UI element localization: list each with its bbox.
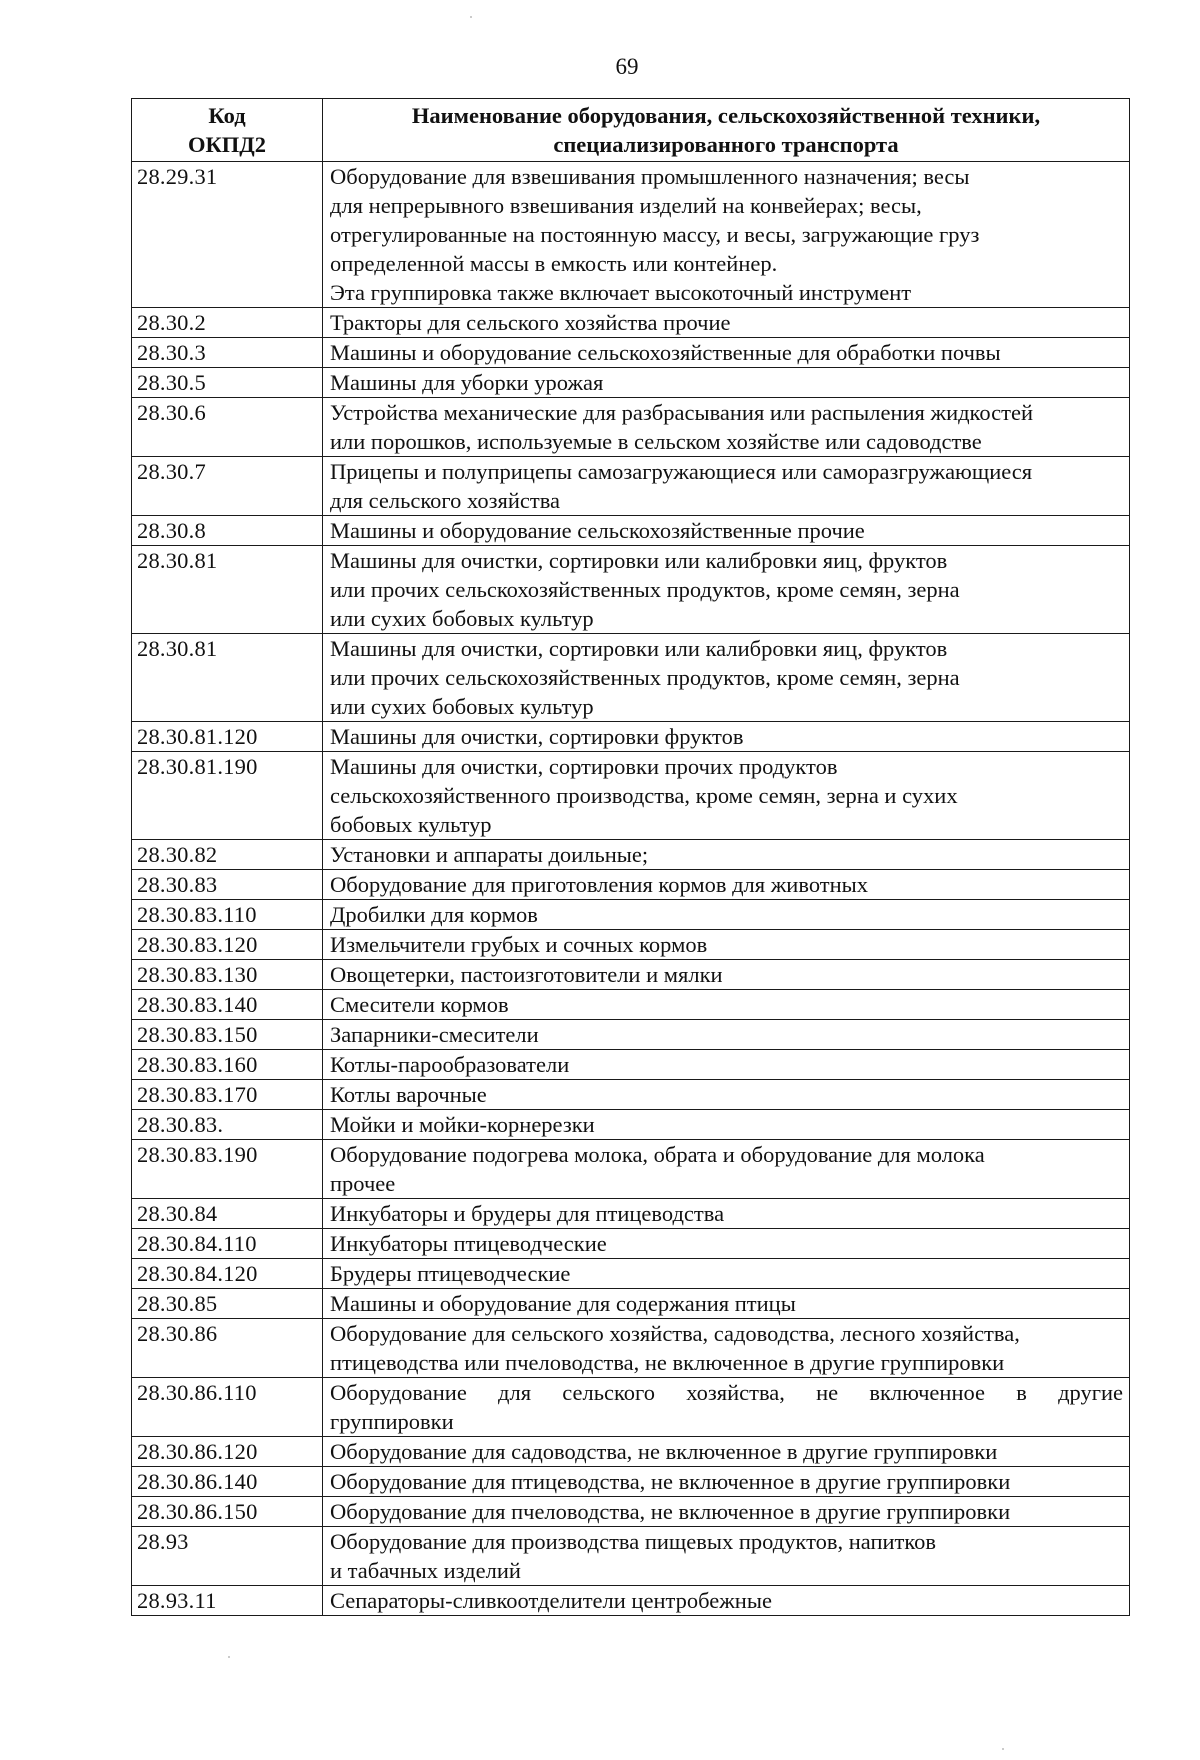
table-row xyxy=(132,900,1130,930)
table-row xyxy=(132,1586,1130,1616)
equipment-name-line: Котлы-парообразователи xyxy=(330,1052,570,1077)
okpd2-code-cell: 28.93.11 xyxy=(132,1586,323,1616)
table-row xyxy=(132,1140,1130,1199)
column-header-name-line: Наименование оборудования, сельскохозяйственной техники, xyxy=(411,103,1041,128)
equipment-name-line: Тракторы для сельского хозяйства прочие xyxy=(330,310,731,335)
table-row xyxy=(132,1289,1130,1319)
table-row xyxy=(132,1020,1130,1050)
equipment-name-cell xyxy=(323,1080,1130,1110)
equipment-name-cell xyxy=(323,870,1130,900)
table-row xyxy=(132,990,1130,1020)
equipment-name-cell xyxy=(323,1050,1130,1080)
okpd2-code-cell: 28.30.86.140 xyxy=(132,1467,323,1497)
equipment-name-line: Дробилки для кормов xyxy=(330,902,538,927)
equipment-name-line: Измельчители грубых и сочных кормов xyxy=(330,932,708,957)
equipment-name-cell xyxy=(323,634,1130,722)
equipment-name-line: Эта группировка также включает высокоточный инструмент xyxy=(330,280,912,305)
table-row xyxy=(132,338,1130,368)
equipment-name-line: сельскохозяйственного производства, кроме семян, зерна и сухих xyxy=(330,783,958,808)
okpd2-code-cell: 28.30.5 xyxy=(132,368,323,398)
column-header-name-line: специализированного транспорта xyxy=(553,132,899,157)
equipment-name-cell xyxy=(323,930,1130,960)
equipment-name-cell xyxy=(323,1259,1130,1289)
table-header-row xyxy=(132,99,1130,162)
okpd2-code-cell: 28.30.83.190 xyxy=(132,1140,323,1199)
equipment-name-cell xyxy=(323,752,1130,840)
equipment-name-line: Мойки и мойки-корнерезки xyxy=(330,1112,595,1137)
equipment-name-line: прочее xyxy=(330,1171,396,1196)
okpd2-code-cell: 28.30.83.120 xyxy=(132,930,323,960)
equipment-name-cell xyxy=(323,516,1130,546)
equipment-name-cell xyxy=(323,1497,1130,1527)
equipment-name-line: или порошков, используемые в сельском хозяйстве или садоводстве xyxy=(330,429,982,454)
equipment-name-line: или прочих сельскохозяйственных продуктов, кроме семян, зерна xyxy=(330,665,960,690)
table-row xyxy=(132,1467,1130,1497)
equipment-name-line: Овощетерки, пастоизготовители и мялки xyxy=(330,962,723,987)
equipment-table xyxy=(131,98,1130,1616)
okpd2-code-cell: 28.30.81.190 xyxy=(132,752,323,840)
equipment-name-cell xyxy=(323,398,1130,457)
table-row xyxy=(132,870,1130,900)
equipment-name-line: Инкубаторы птицеводческие xyxy=(330,1231,607,1256)
equipment-name-line: определенной массы в емкость или контейнер. xyxy=(330,251,778,276)
table-row xyxy=(132,1497,1130,1527)
equipment-name-cell xyxy=(323,990,1130,1020)
okpd2-code-cell: 28.30.83.160 xyxy=(132,1050,323,1080)
table-row xyxy=(132,634,1130,722)
okpd2-code-cell: 28.30.6 xyxy=(132,398,323,457)
equipment-name-line: Машины для очистки, сортировки или калибровки яиц, фруктов xyxy=(330,636,948,661)
equipment-name-line: отрегулированные на постоянную массу, и весы, загружающие груз xyxy=(330,222,980,247)
equipment-name-line: Установки и аппараты доильные; xyxy=(330,842,649,867)
equipment-name-cell xyxy=(323,162,1130,308)
okpd2-code-cell: 28.30.2 xyxy=(132,308,323,338)
equipment-name-line: Оборудование для садоводства, не включенное в другие группировки xyxy=(330,1439,998,1464)
equipment-name-line: Оборудование подогрева молока, обрата и оборудование для молока xyxy=(330,1142,985,1167)
equipment-name-cell xyxy=(323,457,1130,516)
table-row xyxy=(132,1319,1130,1378)
equipment-name-line: Оборудование для взвешивания промышленного назначения; весы xyxy=(330,164,970,189)
okpd2-code-cell: 28.30.83.150 xyxy=(132,1020,323,1050)
equipment-name-line: Оборудование для сельского хозяйства, садоводства, лесного хозяйства, xyxy=(330,1321,1020,1346)
table-row xyxy=(132,960,1130,990)
table-row xyxy=(132,368,1130,398)
okpd2-code-cell: 28.30.83.130 xyxy=(132,960,323,990)
equipment-name-cell xyxy=(323,1527,1130,1586)
okpd2-code-cell: 28.30.7 xyxy=(132,457,323,516)
table-row xyxy=(132,1050,1130,1080)
equipment-name-line: Смесители кормов xyxy=(330,992,509,1017)
equipment-name-cell xyxy=(323,1289,1130,1319)
table-row xyxy=(132,1110,1130,1140)
equipment-name-line: или сухих бобовых культур xyxy=(330,606,594,631)
equipment-name-line: Оборудование для пчеловодства, не включенное в другие группировки xyxy=(330,1499,1011,1524)
equipment-name-line: Запарники-смесители xyxy=(330,1022,539,1047)
equipment-name-cell xyxy=(323,308,1130,338)
equipment-name-cell xyxy=(323,1586,1130,1616)
equipment-name-line: или сухих бобовых культур xyxy=(330,694,594,719)
equipment-name-line: для сельского хозяйства xyxy=(330,488,561,513)
table-row xyxy=(132,1527,1130,1586)
okpd2-code-cell: 28.93 xyxy=(132,1527,323,1586)
equipment-name-cell xyxy=(323,900,1130,930)
equipment-name-cell xyxy=(323,1229,1130,1259)
equipment-name-cell xyxy=(323,960,1130,990)
equipment-name-line: бобовых культур xyxy=(330,812,492,837)
okpd2-code-cell: 28.30.83. xyxy=(132,1110,323,1140)
okpd2-code-cell: 28.30.84 xyxy=(132,1199,323,1229)
equipment-name-line: Сепараторы-сливкоотделители центробежные xyxy=(330,1588,772,1613)
equipment-name-cell xyxy=(323,1110,1130,1140)
equipment-name-line: Прицепы и полуприцепы самозагружающиеся или саморазгружающиеся xyxy=(330,459,1033,484)
okpd2-code-cell: 28.30.83 xyxy=(132,870,323,900)
equipment-name-line: Оборудование для птицеводства, не включенное в другие группировки xyxy=(330,1469,1011,1494)
equipment-name-cell xyxy=(323,722,1130,752)
column-header-code-line: Код xyxy=(208,103,246,128)
equipment-name-line: Машины и оборудование сельскохозяйственные прочие xyxy=(330,518,865,543)
scan-speck xyxy=(228,1656,230,1658)
table-row xyxy=(132,546,1130,634)
scan-speck xyxy=(1002,1748,1004,1750)
okpd2-code-cell: 28.30.81 xyxy=(132,634,323,722)
okpd2-code-cell: 28.30.83.110 xyxy=(132,900,323,930)
equipment-name-cell xyxy=(323,840,1130,870)
table-row xyxy=(132,1199,1130,1229)
equipment-name-line: Инкубаторы и брудеры для птицеводства xyxy=(330,1201,725,1226)
okpd2-code-cell: 28.30.3 xyxy=(132,338,323,368)
okpd2-code-cell: 28.30.86.150 xyxy=(132,1497,323,1527)
equipment-name-line: Оборудование для приготовления кормов для животных xyxy=(330,872,869,897)
equipment-name-cell xyxy=(323,1140,1130,1199)
equipment-name-line: Котлы варочные xyxy=(330,1082,487,1107)
table-row xyxy=(132,308,1130,338)
scan-speck xyxy=(470,16,472,18)
column-header-code xyxy=(132,99,323,162)
equipment-name-line: Устройства механические для разбрасывания или распыления жидкостей xyxy=(330,400,1034,425)
table-row xyxy=(132,162,1130,308)
okpd2-code-cell: 28.30.86 xyxy=(132,1319,323,1378)
column-header-code-line: ОКПД2 xyxy=(187,132,267,157)
equipment-name-cell xyxy=(323,368,1130,398)
page-number: 69 xyxy=(615,54,639,79)
okpd2-code-cell: 28.30.81.120 xyxy=(132,722,323,752)
equipment-name-line: Машины и оборудование для содержания птицы xyxy=(330,1291,796,1316)
equipment-name-line: Оборудование для сельского хозяйства, не включенное в другие xyxy=(330,1380,1123,1405)
table-row xyxy=(132,722,1130,752)
okpd2-code-cell: 28.29.31 xyxy=(132,162,323,308)
okpd2-code-cell: 28.30.84.120 xyxy=(132,1259,323,1289)
equipment-name-line: Машины для очистки, сортировки фруктов xyxy=(330,724,744,749)
equipment-name-cell xyxy=(323,1020,1130,1050)
okpd2-code-cell: 28.30.83.170 xyxy=(132,1080,323,1110)
table-row xyxy=(132,752,1130,840)
equipment-name-cell xyxy=(323,1319,1130,1378)
okpd2-code-cell: 28.30.86.110 xyxy=(132,1378,323,1437)
equipment-name-line: птицеводства или пчеловодства, не включенное в другие группировки xyxy=(330,1350,1005,1375)
table-row xyxy=(132,1259,1130,1289)
column-header-name xyxy=(323,99,1130,162)
table-row xyxy=(132,930,1130,960)
equipment-name-line: группировки xyxy=(330,1409,454,1434)
table-body xyxy=(132,162,1130,1616)
okpd2-code-cell: 28.30.85 xyxy=(132,1289,323,1319)
equipment-name-cell xyxy=(323,338,1130,368)
table-row xyxy=(132,1378,1130,1437)
table-row xyxy=(132,1229,1130,1259)
equipment-name-cell xyxy=(323,1199,1130,1229)
table-row xyxy=(132,840,1130,870)
equipment-name-cell xyxy=(323,1467,1130,1497)
equipment-name-cell xyxy=(323,1378,1130,1437)
equipment-name-line: для непрерывного взвешивания изделий на конвейерах; весы, xyxy=(330,193,922,218)
equipment-name-line: Машины для уборки урожая xyxy=(330,370,604,395)
okpd2-code-cell: 28.30.86.120 xyxy=(132,1437,323,1467)
table-row xyxy=(132,516,1130,546)
okpd2-code-cell: 28.30.82 xyxy=(132,840,323,870)
okpd2-code-cell: 28.30.83.140 xyxy=(132,990,323,1020)
equipment-name-line: Машины для очистки, сортировки прочих продуктов xyxy=(330,754,838,779)
equipment-name-line: или прочих сельскохозяйственных продуктов, кроме семян, зерна xyxy=(330,577,960,602)
equipment-name-cell xyxy=(323,1437,1130,1467)
table-row xyxy=(132,1080,1130,1110)
okpd2-code-cell: 28.30.8 xyxy=(132,516,323,546)
equipment-name-line: Машины и оборудование сельскохозяйственные для обработки почвы xyxy=(330,340,1001,365)
table-row xyxy=(132,1437,1130,1467)
table-row xyxy=(132,398,1130,457)
okpd2-code-cell: 28.30.81 xyxy=(132,546,323,634)
okpd2-code-cell: 28.30.84.110 xyxy=(132,1229,323,1259)
equipment-name-cell xyxy=(323,546,1130,634)
equipment-name-line: Брудеры птицеводческие xyxy=(330,1261,571,1286)
equipment-name-line: Машины для очистки, сортировки или калибровки яиц, фруктов xyxy=(330,548,948,573)
table-row xyxy=(132,457,1130,516)
equipment-name-line: и табачных изделий xyxy=(330,1558,521,1583)
equipment-name-line: Оборудование для производства пищевых продуктов, напитков xyxy=(330,1529,937,1554)
